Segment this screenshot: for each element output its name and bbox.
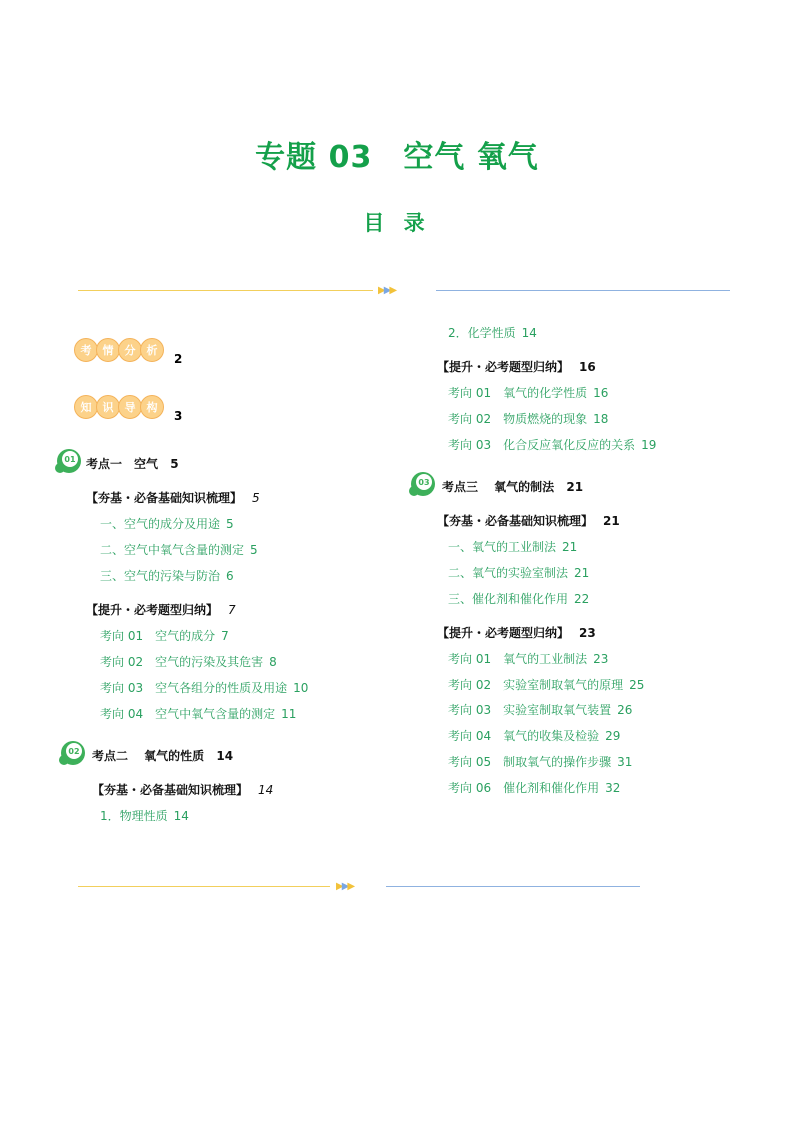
toc-item-label: 三、催化剂和催化作用 [448,592,569,606]
page-number: 8 [269,655,277,669]
svg-text:02: 02 [68,747,80,756]
basic-knowledge-section[interactable] [86,489,260,506]
kaodian-03-icon [408,469,438,499]
page-number: 29 [605,729,621,743]
page-number: 25 [629,678,645,692]
page-number: 11 [281,707,297,721]
page-number: 7 [228,603,236,617]
toc-item[interactable] [448,701,632,718]
knowledge-structure-badge[interactable] [74,399,183,423]
page-number: 5 [226,517,234,531]
toc-item-label: 考向 01 空气的成分 [100,629,216,643]
arrow-decoration-icon: ▶▶▶ [378,285,396,296]
page-number: 21 [603,514,620,528]
toc-item[interactable] [100,541,258,558]
page-number: 14 [173,809,189,823]
page-number: 18 [593,412,609,426]
page-number: 23 [579,626,596,640]
page-number: 5 [170,457,179,471]
toc-item-label: 考向 01 氧气的工业制法 [448,652,588,666]
document-title: 专题 03 空气 氧气 [255,140,539,175]
toc-item-label: 考向 04 氧气的收集及检验 [448,729,600,743]
page-number: 26 [617,703,633,717]
toc-item-label: 三、空气的污染与防治 [100,569,221,583]
toc-heading: 目 录 [363,211,431,235]
toc-item[interactable] [448,779,620,796]
page-number: 10 [293,681,309,695]
toc-item[interactable] [448,324,537,341]
badge-char: 情 [96,338,120,362]
badge-char: 导 [118,395,142,419]
section-label: 【夯基・必备基础知识梳理】 [437,514,594,528]
page-number: 16 [579,360,596,374]
toc-item[interactable] [100,679,308,696]
section-label: 【提升・必考题型归纳】 [437,360,570,374]
page-number: 16 [593,386,609,400]
kaodian-02-icon [58,738,88,768]
top-divider [78,283,730,299]
toc-item-label: 1．物理性质 [100,809,168,823]
page-number: 22 [574,592,590,606]
page-number: 21 [574,566,590,580]
page-number: 19 [641,438,657,452]
kaodian-2-link[interactable] [92,747,233,764]
section-label: 【夯基・必备基础知识梳理】 [86,491,243,505]
svg-text:01: 01 [64,455,76,464]
badge-char: 考 [74,338,98,362]
toc-item-label: 一、氧气的工业制法 [448,540,557,554]
toc-item-label: 考向 02 物质燃烧的现象 [448,412,588,426]
exam-analysis-badge[interactable] [74,342,183,366]
svg-text:03: 03 [418,478,430,487]
page-number: 5 [252,491,260,505]
page-number: 32 [605,781,621,795]
toc-item[interactable] [448,676,644,693]
toc-item-label: 考向 06 催化剂和催化作用 [448,781,600,795]
page-number: 7 [221,629,229,643]
kaodian-1-link[interactable] [86,455,179,472]
bottom-divider [78,879,640,895]
kaodian-3-link[interactable] [442,478,583,495]
page-number: 14 [521,326,537,340]
toc-item[interactable] [100,627,229,644]
exam-types-section[interactable] [437,358,596,375]
exam-types-section[interactable] [86,601,236,618]
page-number: 2 [174,352,183,366]
section-label: 【夯基・必备基础知识梳理】 [92,783,249,797]
basic-knowledge-section[interactable] [92,781,273,798]
exam-types-section[interactable] [437,624,596,641]
page-number: 31 [617,755,633,769]
toc-item[interactable] [448,410,608,427]
page-number: 14 [216,749,234,763]
basic-knowledge-section[interactable] [437,512,620,529]
toc-item[interactable] [448,650,608,667]
toc-item-label: 考向 05 制取氧气的操作步骤 [448,755,612,769]
arrow-decoration-icon: ▶▶▶ [336,881,354,892]
toc-item[interactable] [100,807,189,824]
toc-item[interactable] [448,564,589,581]
toc-item[interactable] [100,567,234,584]
badge-char: 知 [74,395,98,419]
toc-item-label: 考向 03 空气各组分的性质及用途 [100,681,288,695]
badge-char: 构 [140,395,164,419]
kaodian-label: 考点二 氧气的性质 [92,749,205,763]
toc-item[interactable] [448,384,608,401]
toc-item[interactable] [448,538,577,555]
toc-item-label: 一、空气的成分及用途 [100,517,221,531]
badge-char: 识 [96,395,120,419]
toc-item-label: 考向 01 氧气的化学性质 [448,386,588,400]
section-label: 【提升・必考题型归纳】 [86,603,219,617]
page-number: 21 [566,480,584,494]
page-number: 3 [174,409,183,423]
kaodian-01-icon [54,446,84,476]
page-number: 5 [250,543,258,557]
page-number: 6 [226,569,234,583]
toc-item[interactable] [100,515,234,532]
toc-item-label: 2．化学性质 [448,326,516,340]
toc-item-label: 二、氧气的实验室制法 [448,566,569,580]
toc-item[interactable] [100,705,296,722]
toc-item[interactable] [100,653,277,670]
page-number: 23 [593,652,609,666]
page-number: 14 [258,783,274,797]
kaodian-label: 考点三 氧气的制法 [442,480,555,494]
toc-item-label: 二、空气中氧气含量的测定 [100,543,245,557]
toc-item-label: 考向 03 化合反应氧化反应的关系 [448,438,636,452]
toc-item-label: 考向 02 实验室制取氧气的原理 [448,678,624,692]
section-label: 【提升・必考题型归纳】 [437,626,570,640]
kaodian-label: 考点一 空气 [86,457,159,471]
toc-item[interactable] [448,436,656,453]
badge-char: 析 [140,338,164,362]
toc-item-label: 考向 04 空气中氧气含量的测定 [100,707,276,721]
badge-char: 分 [118,338,142,362]
toc-item-label: 考向 03 实验室制取氧气装置 [448,703,612,717]
toc-item-label: 考向 02 空气的污染及其危害 [100,655,264,669]
toc-item[interactable] [448,753,632,770]
toc-item[interactable] [448,727,620,744]
page-number: 21 [562,540,578,554]
toc-item[interactable] [448,590,589,607]
